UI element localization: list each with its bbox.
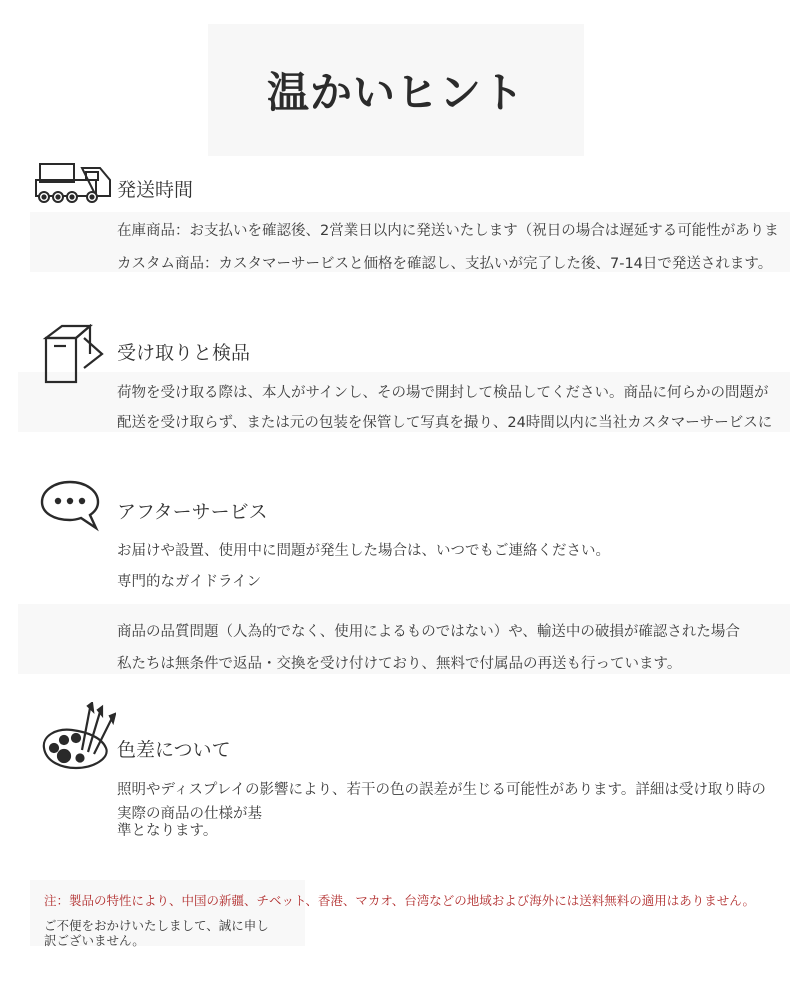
title-banner bbox=[208, 24, 584, 156]
package-icon bbox=[40, 324, 106, 386]
color-difference-line-2: 実際の商品の仕様が基 bbox=[117, 806, 262, 822]
section-heading-color-difference: 色差について bbox=[117, 739, 231, 761]
section-heading-after-service: アフターサービス bbox=[117, 501, 268, 523]
color-difference-line-1: 照明やディスプレイの影響により、若干の色の誤差が生じる可能性があります。詳細は受け取り時の bbox=[117, 782, 766, 798]
after-service-line-3: 商品の品質問題（人為的でなく、使用によるものではない）や、輸送中の破損が確認された場合 bbox=[117, 624, 740, 640]
shipping-line-1: 在庫商品：お支払いを確認後、2営業日以内に発送いたします（祝日の場合は遅延する可能性がありま bbox=[117, 223, 779, 239]
shipping-line-2: カスタム商品：カスタマーサービスと価格を確認し、支払いが完了した後、7-14日で発送されます。 bbox=[117, 256, 773, 272]
apology-note: ご不便をおかけいたしまして、誠に申し訳ございません。 bbox=[44, 918, 269, 948]
color-difference-line-3: 準となります。 bbox=[117, 823, 218, 839]
after-service-line-2: 専門的なガイドライン bbox=[117, 574, 262, 590]
truck-icon bbox=[34, 160, 116, 206]
receiving-line-2: 配送を受け取らず、または元の包装を保管して写真を撮り、24時間以内に当社カスタマーサービスに bbox=[117, 415, 773, 431]
after-service-line-4: 私たちは無条件で返品・交換を受け付けており、無料で付属品の再送も行っています。 bbox=[117, 656, 682, 672]
section-heading-receiving: 受け取りと検品 bbox=[117, 342, 251, 364]
paint-palette-icon bbox=[40, 702, 116, 772]
shipping-exclusion-note: 注：製品の特性により、中国の新疆、チベット、香港、マカオ、台湾などの地域および海外には送料無料の適用はありません。 bbox=[44, 893, 756, 908]
section-heading-shipping: 発送時間 bbox=[117, 179, 194, 201]
after-service-line-1: お届けや設置、使用中に問題が発生した場合は、いつでもご連絡ください。 bbox=[117, 543, 610, 559]
chat-bubble-icon bbox=[40, 480, 102, 532]
page-title: 温かいヒント bbox=[266, 68, 525, 117]
receiving-line-1: 荷物を受け取る際は、本人がサインし、その場で開封して検品してください。商品に何らかの問題が bbox=[117, 385, 769, 401]
